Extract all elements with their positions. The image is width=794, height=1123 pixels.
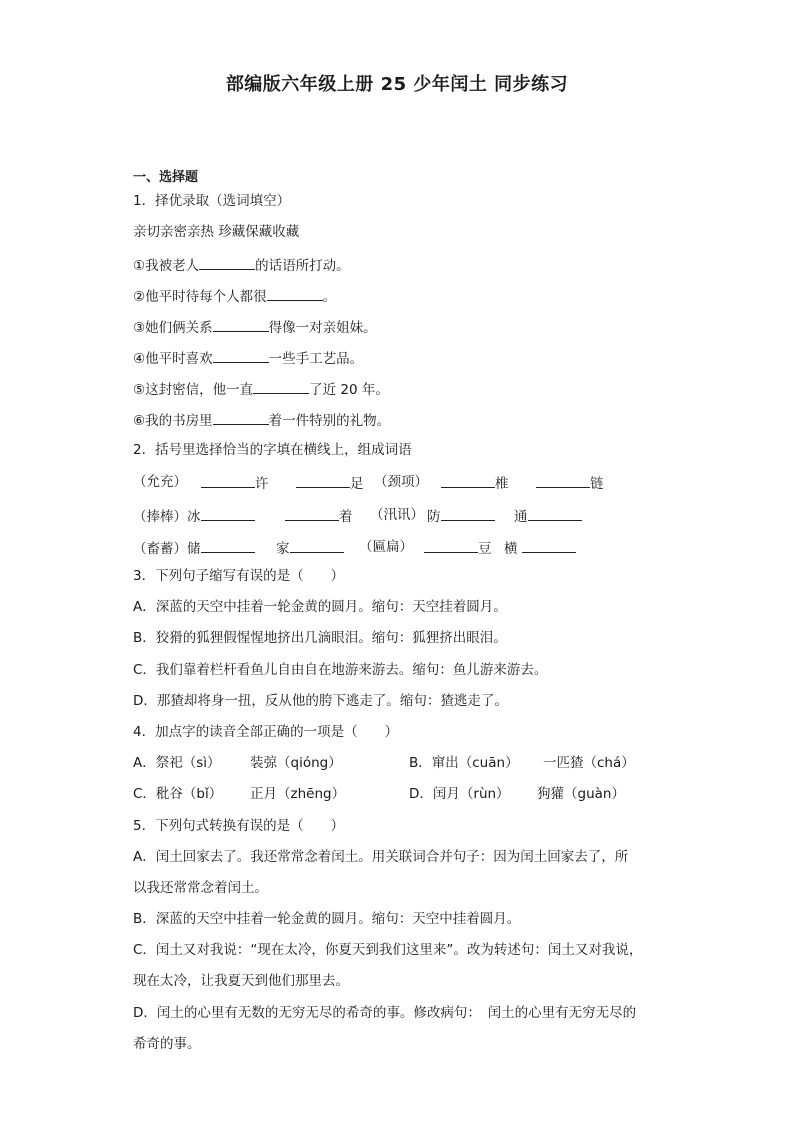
answer-blank[interactable] <box>213 348 269 363</box>
answer-blank[interactable] <box>285 506 339 521</box>
option-a-continued: 以我还常常念着闰土。 <box>133 880 268 896</box>
option-b-part: 一匹猹（chá） <box>543 755 635 771</box>
option-a[interactable]: A．闰土回家去了。我还常常念着闰土。用关联词合并句子：因为闰土回家去了，所 <box>133 849 629 865</box>
answer-blank[interactable] <box>536 473 590 488</box>
question-1-item <box>133 255 350 275</box>
answer-blank[interactable] <box>201 506 255 521</box>
question-1-item <box>133 410 390 430</box>
item-text: 了近 20 年。 <box>309 382 389 398</box>
option-c-continued: 现在太冷，让我夏天到他们那里去。 <box>133 973 349 989</box>
question-1-stem: 1．择优录取（选词填空） <box>133 193 291 209</box>
fill-item <box>536 473 604 493</box>
option-b[interactable]: B．深蓝的天空中挂着一轮金黄的圆月。缩句：天空中挂着圆月。 <box>133 911 521 927</box>
item-text: ⑤这封密信，他一直 <box>133 382 254 398</box>
fill-item <box>441 473 509 493</box>
option-b[interactable]: B．窜出（cuān） <box>409 755 519 771</box>
answer-blank[interactable] <box>201 473 255 488</box>
option-d[interactable]: D．闰土的心里有无数的无穷无尽的希奇的事。修改病句： 闰土的心里有无穷无尽的 <box>133 1005 637 1021</box>
char-choice: （允充） <box>133 474 187 490</box>
item-text: ④他平时喜欢 <box>133 351 213 367</box>
option-d[interactable]: D．那猹却将身一扭，反从他的胯下逃走了。缩句：猹逃走了。 <box>133 693 508 709</box>
item-text: （畜蓄）储 <box>133 541 201 557</box>
question-1-item <box>133 348 363 368</box>
answer-blank[interactable] <box>213 317 269 332</box>
fill-item <box>504 538 576 558</box>
item-text: 椎 <box>495 476 509 492</box>
item-text: 豆 <box>478 541 492 557</box>
item-text: ①我被老人 <box>133 258 200 274</box>
option-a-part: 装弶（qióng） <box>250 755 342 771</box>
fill-item <box>285 506 353 526</box>
fill-item <box>514 506 582 526</box>
option-d-continued: 希奇的事。 <box>133 1036 201 1052</box>
option-d[interactable]: D．闰月（rùn） <box>409 786 510 802</box>
answer-blank[interactable] <box>201 538 255 553</box>
item-text: 足 <box>350 476 364 492</box>
char-choice: （颈项） <box>374 474 428 490</box>
answer-blank[interactable] <box>441 473 495 488</box>
item-text: 家 <box>276 541 290 557</box>
item-text: 横 <box>504 541 518 557</box>
answer-blank[interactable] <box>199 255 255 270</box>
answer-blank[interactable] <box>296 473 350 488</box>
page-title: 部编版六年级上册 25 少年闰土 同步练习 <box>225 74 569 95</box>
fill-item <box>201 473 269 493</box>
answer-blank[interactable] <box>253 379 309 394</box>
item-text: ⑥我的书房里 <box>133 413 213 429</box>
option-c-part: 正月（zhēng） <box>250 786 346 802</box>
fill-item <box>296 473 364 493</box>
question-4-stem: 4．加点字的读音全部正确的一项是（ ） <box>133 724 399 740</box>
fill-item <box>276 538 344 558</box>
option-a[interactable]: A．深蓝的天空中挂着一轮金黄的圆月。缩句：天空挂着圆月。 <box>133 599 507 615</box>
option-d-part: 狗獾（guàn） <box>537 786 625 802</box>
item-text: ③她们俩关系 <box>133 320 213 336</box>
option-c[interactable]: C．闰土又对我说：“现在太冷，你夏天到我们这里来”。改为转述句：闰土又对我说， <box>133 942 643 958</box>
fill-item <box>133 538 255 558</box>
item-text: 着一件特别的礼物。 <box>268 413 391 429</box>
item-text: 许 <box>255 476 269 492</box>
item-text: 链 <box>590 476 604 492</box>
item-text: 一些手工艺品。 <box>268 351 364 367</box>
question-5-stem: 5．下列句式转换有误的是（ ） <box>133 818 345 834</box>
question-2-stem: 2．括号里选择恰当的字填在横线上，组成词语 <box>133 442 412 458</box>
answer-blank[interactable] <box>424 538 478 553</box>
question-3-stem: 3．下列句子缩写有误的是（ ） <box>133 568 345 584</box>
answer-blank[interactable] <box>522 538 576 553</box>
item-text: 得像一对亲姐妹。 <box>268 320 377 336</box>
item-text: （捧棒）冰 <box>133 509 201 525</box>
option-c[interactable]: C．我们靠着栏杆看鱼儿自由自在地游来游去。缩句：鱼儿游来游去。 <box>133 662 548 678</box>
item-text: 着 <box>339 509 353 525</box>
option-c[interactable]: C．秕谷（bǐ） <box>133 786 223 802</box>
fill-item <box>427 506 495 526</box>
char-choice: （匾扁） <box>359 539 413 555</box>
item-text: 的话语所打动。 <box>255 258 350 274</box>
question-1-item <box>133 317 377 337</box>
question-1-word-bank: 亲切亲密亲热 珍藏保藏收藏 <box>133 224 300 240</box>
fill-item <box>424 538 492 558</box>
option-b[interactable]: B．狡猾的狐狸假惺惺地挤出几滴眼泪。缩句：狐狸挤出眼泪。 <box>133 630 507 646</box>
answer-blank[interactable] <box>441 506 495 521</box>
fill-item <box>133 506 255 526</box>
answer-blank[interactable] <box>290 538 344 553</box>
question-1-item <box>133 286 336 306</box>
answer-blank[interactable] <box>528 506 582 521</box>
question-1-item <box>133 379 389 399</box>
char-choice: （汛讯） <box>370 507 424 523</box>
item-text: ②他平时待每个人都很 <box>133 289 267 305</box>
item-text: 。 <box>322 289 337 305</box>
item-text: 防 <box>427 509 441 525</box>
option-a[interactable]: A．祭祀（sì） <box>133 755 221 771</box>
section-heading: 一、选择题 <box>133 170 199 185</box>
answer-blank[interactable] <box>213 410 269 425</box>
answer-blank[interactable] <box>267 286 323 301</box>
item-text: 通 <box>514 509 528 525</box>
